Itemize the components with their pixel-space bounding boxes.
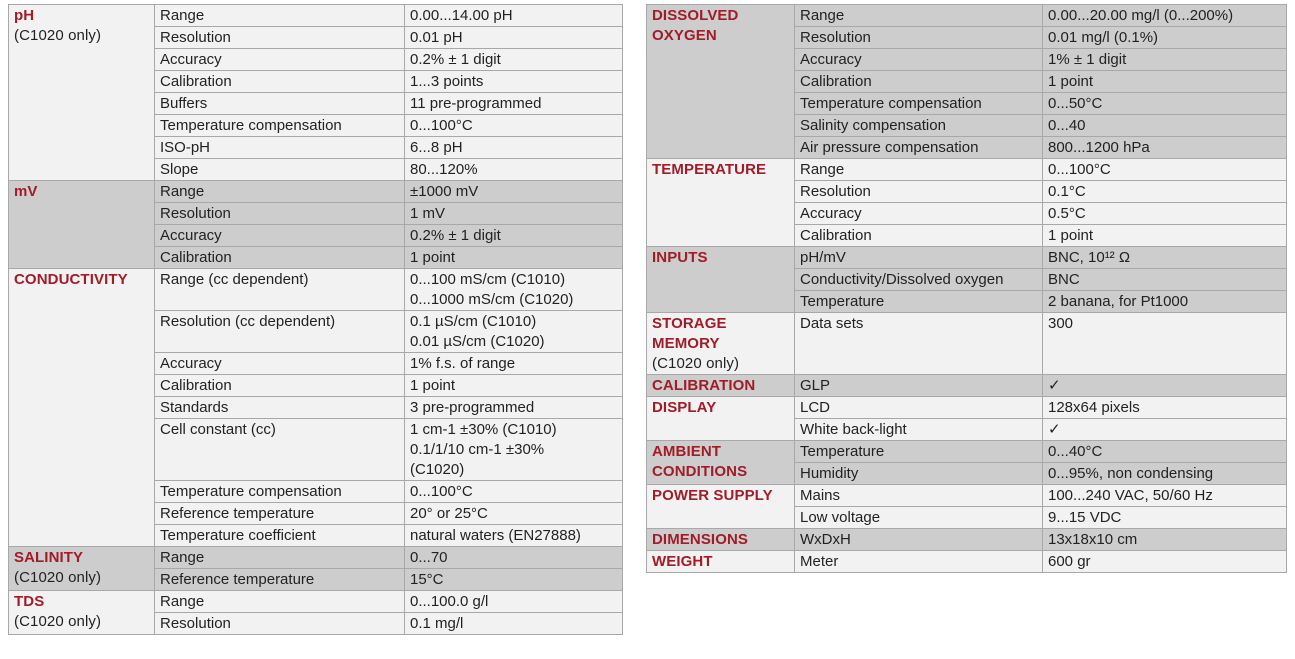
spec-row-salinity-range (9, 547, 623, 569)
section-name: TEMPERATURE (652, 161, 767, 178)
parameter-value: 13x18x10 cm (1043, 529, 1287, 551)
parameter-value: 800...1200 hPa (1043, 137, 1287, 159)
spec-row-dissolved-oxygen-range (647, 5, 1287, 27)
section-name: AMBIENT CONDITIONS (652, 443, 748, 480)
parameter-value: BNC (1043, 269, 1287, 291)
parameter-value: 1...3 points (405, 71, 623, 93)
parameter-label: Temperature coefficient (155, 525, 405, 547)
parameter-label: Range (795, 5, 1043, 27)
section-note: (C1020 only) (652, 355, 740, 372)
parameter-label: Humidity (795, 463, 1043, 485)
parameter-label: Standards (155, 397, 405, 419)
section-header-temperature (647, 159, 795, 247)
section-name: DISSOLVED OXYGEN (652, 7, 739, 44)
parameter-value: 1% f.s. of range (405, 353, 623, 375)
parameter-label: ISO-pH (155, 137, 405, 159)
parameter-value: 0...40°C (1043, 441, 1287, 463)
spec-row-display-lcd (647, 397, 1287, 419)
parameter-value: 1 point (405, 247, 623, 269)
parameter-value: 0...40 (1043, 115, 1287, 137)
parameter-label: Temperature compensation (155, 115, 405, 137)
parameter-label: Accuracy (795, 49, 1043, 71)
parameter-label: Buffers (155, 93, 405, 115)
parameter-value: 6...8 pH (405, 137, 623, 159)
parameter-value: 0.00...14.00 pH (405, 5, 623, 27)
section-header-inputs (647, 247, 795, 313)
parameter-label: Range (cc dependent) (155, 269, 405, 311)
section-header-power-supply (647, 485, 795, 529)
section-name: WEIGHT (652, 553, 713, 570)
parameter-label: Resolution (795, 181, 1043, 203)
spec-row-weight-meter (647, 551, 1287, 573)
parameter-value: 0.1 µS/cm (C1010) 0.01 µS/cm (C1020) (405, 311, 623, 353)
section-name: pH (14, 7, 35, 24)
parameter-label: Accuracy (155, 353, 405, 375)
parameter-value: 0...100°C (1043, 159, 1287, 181)
parameter-label: Accuracy (795, 203, 1043, 225)
parameter-value: 0...100 mS/cm (C1010) 0...1000 mS/cm (C1020) (405, 269, 623, 311)
parameter-value: 0.2% ± 1 digit (405, 49, 623, 71)
parameter-label: Resolution (795, 27, 1043, 49)
parameter-value: 1 point (1043, 225, 1287, 247)
parameter-value: 0...100°C (405, 481, 623, 503)
parameter-label: Mains (795, 485, 1043, 507)
parameter-label: Temperature (795, 441, 1043, 463)
section-name: CALIBRATION (652, 377, 756, 394)
section-name: DIMENSIONS (652, 531, 749, 548)
parameter-value: 9...15 VDC (1043, 507, 1287, 529)
parameter-label: Conductivity/Dissolved oxygen (795, 269, 1043, 291)
parameter-label: Low voltage (795, 507, 1043, 529)
parameter-label: Resolution (155, 613, 405, 635)
parameter-label: Slope (155, 159, 405, 181)
section-header-conductivity (9, 269, 155, 547)
parameter-label: Calibration (155, 375, 405, 397)
parameter-value: BNC, 10¹² Ω (1043, 247, 1287, 269)
section-name: INPUTS (652, 249, 708, 266)
parameter-value: 0...95%, non condensing (1043, 463, 1287, 485)
parameter-value: 0.1°C (1043, 181, 1287, 203)
section-header-weight (647, 551, 795, 573)
parameter-label: WxDxH (795, 529, 1043, 551)
section-name: POWER SUPPLY (652, 487, 773, 504)
parameter-label: Temperature compensation (155, 481, 405, 503)
section-name: TDS (14, 593, 45, 610)
section-note: (C1020 only) (14, 27, 102, 44)
parameter-label: Cell constant (cc) (155, 419, 405, 481)
parameter-value: 0.5°C (1043, 203, 1287, 225)
spec-row-dimensions-wxdxh (647, 529, 1287, 551)
parameter-value: 0...100.0 g/l (405, 591, 623, 613)
parameter-value: 0.01 mg/l (0.1%) (1043, 27, 1287, 49)
parameter-label: Reference temperature (155, 503, 405, 525)
parameter-value: 128x64 pixels (1043, 397, 1287, 419)
parameter-value: 20° or 25°C (405, 503, 623, 525)
parameter-value: ±1000 mV (405, 181, 623, 203)
spec-row-inputs-ph-mv (647, 247, 1287, 269)
parameter-value: 600 gr (1043, 551, 1287, 573)
parameter-label: GLP (795, 375, 1043, 397)
section-note: (C1020 only) (14, 569, 102, 586)
section-header-salinity (9, 547, 155, 591)
section-header-ambient-conditions (647, 441, 795, 485)
spec-table-left-body (9, 5, 623, 635)
parameter-value: 0.2% ± 1 digit (405, 225, 623, 247)
parameter-value: 1 mV (405, 203, 623, 225)
parameter-label: LCD (795, 397, 1043, 419)
parameter-label: Meter (795, 551, 1043, 573)
parameter-label: Range (155, 181, 405, 203)
section-header-dissolved-oxygen (647, 5, 795, 159)
spec-table-right-body (647, 5, 1287, 573)
parameter-value: 3 pre-programmed (405, 397, 623, 419)
spec-table-left (8, 4, 623, 635)
parameter-label: Calibration (795, 71, 1043, 93)
spec-row-storage-memory-data-sets (647, 313, 1287, 375)
parameter-value: ✓ (1043, 375, 1287, 397)
parameter-value: 0...100°C (405, 115, 623, 137)
parameter-label: Accuracy (155, 225, 405, 247)
parameter-label: Range (795, 159, 1043, 181)
parameter-value: 0.01 pH (405, 27, 623, 49)
section-header-display (647, 397, 795, 441)
section-header-calibration (647, 375, 795, 397)
parameter-label: Salinity compensation (795, 115, 1043, 137)
parameter-label: Reference temperature (155, 569, 405, 591)
section-name: DISPLAY (652, 399, 717, 416)
parameter-value: 0...70 (405, 547, 623, 569)
parameter-value: 300 (1043, 313, 1287, 375)
parameter-value: 2 banana, for Pt1000 (1043, 291, 1287, 313)
spec-row-conductivity-range-cc-dependent (9, 269, 623, 311)
parameter-label: Calibration (155, 71, 405, 93)
spec-row-mv-range (9, 181, 623, 203)
parameter-label: Range (155, 547, 405, 569)
spec-row-calibration-glp (647, 375, 1287, 397)
parameter-label: Data sets (795, 313, 1043, 375)
parameter-label: pH/mV (795, 247, 1043, 269)
parameter-value: 80...120% (405, 159, 623, 181)
parameter-label: Range (155, 5, 405, 27)
spec-row-tds-range (9, 591, 623, 613)
parameter-value: 0.00...20.00 mg/l (0...200%) (1043, 5, 1287, 27)
parameter-value: 100...240 VAC, 50/60 Hz (1043, 485, 1287, 507)
section-name: CONDUCTIVITY (14, 271, 128, 288)
parameter-value: 11 pre-programmed (405, 93, 623, 115)
parameter-value: natural waters (EN27888) (405, 525, 623, 547)
section-header-dimensions (647, 529, 795, 551)
section-name: mV (14, 183, 38, 200)
parameter-label: White back-light (795, 419, 1043, 441)
section-header-storage-memory (647, 313, 795, 375)
spec-row-power-supply-mains (647, 485, 1287, 507)
parameter-label: Range (155, 591, 405, 613)
section-header-tds (9, 591, 155, 635)
parameter-label: Resolution (cc dependent) (155, 311, 405, 353)
parameter-label: Calibration (795, 225, 1043, 247)
parameter-label: Resolution (155, 27, 405, 49)
spec-row-ambient-conditions-temperature (647, 441, 1287, 463)
parameter-label: Temperature (795, 291, 1043, 313)
parameter-label: Accuracy (155, 49, 405, 71)
parameter-label: Resolution (155, 203, 405, 225)
parameter-value: ✓ (1043, 419, 1287, 441)
parameter-label: Temperature compensation (795, 93, 1043, 115)
section-header-mv (9, 181, 155, 269)
section-name: STORAGE MEMORY (652, 315, 727, 352)
parameter-label: Calibration (155, 247, 405, 269)
parameter-value: 0...50°C (1043, 93, 1287, 115)
parameter-value: 1 point (1043, 71, 1287, 93)
parameter-label: Air pressure compensation (795, 137, 1043, 159)
spec-row-temperature-range (647, 159, 1287, 181)
parameter-value: 1 point (405, 375, 623, 397)
parameter-value: 1 cm-1 ±30% (C1010) 0.1/1/10 cm-1 ±30% (C1020) (405, 419, 623, 481)
section-note: (C1020 only) (14, 613, 102, 630)
spec-table-right (646, 4, 1287, 573)
section-name: SALINITY (14, 549, 84, 566)
spec-row-ph-range (9, 5, 623, 27)
parameter-value: 0.1 mg/l (405, 613, 623, 635)
section-header-ph (9, 5, 155, 181)
parameter-value: 1% ± 1 digit (1043, 49, 1287, 71)
parameter-value: 15°C (405, 569, 623, 591)
